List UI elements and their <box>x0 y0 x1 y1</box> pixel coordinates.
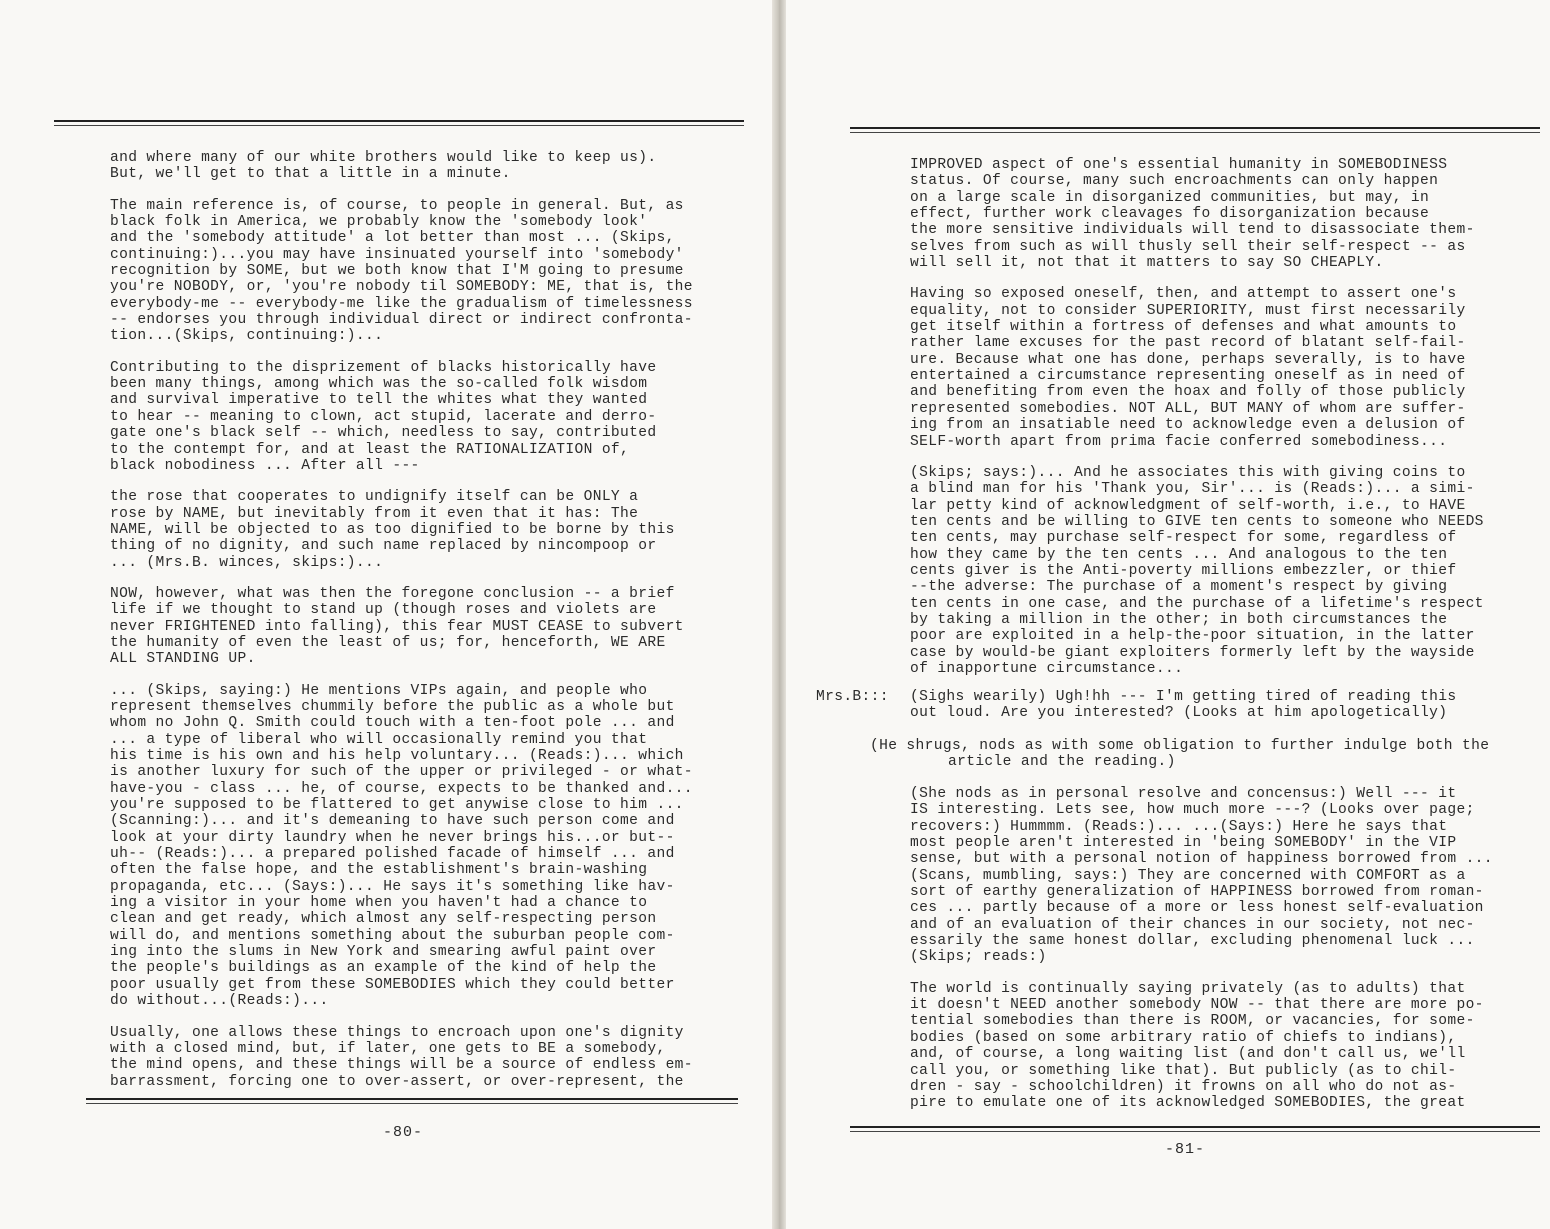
text-line: ten cents and be willing to GIVE ten cents to someone who NEEDS <box>910 513 1484 530</box>
paragraph <box>110 150 693 183</box>
paragraph <box>110 489 693 571</box>
text-line: the humanity of even the least of us; for, henceforth, WE ARE <box>110 634 666 651</box>
text-line: (She nods as in personal resolve and concensus:) Well --- it <box>910 786 1457 802</box>
text-line: is another luxury for such of the upper or privileged - or what- <box>110 764 693 781</box>
text-line: uh-- (Reads:)... a prepared polished facade of himself ... and <box>110 846 675 863</box>
paragraph <box>910 465 1484 677</box>
text-line: IMPROVED aspect of one's essential humanity in SOMEBODINESS <box>910 157 1448 173</box>
text-line: a blind man for his 'Thank you, Sir'... is (Reads:)... a simi- <box>910 481 1475 498</box>
right-page-text-continued <box>910 786 1493 1127</box>
text-line: call you, or something like that). But publicly (as to chil- <box>910 1062 1457 1079</box>
text-line: get itself within a fortress of defenses and what amounts to <box>910 319 1457 336</box>
text-line: and where many of our white brothers would like to keep us). <box>110 150 657 166</box>
text-line: ten cents, may purchase self-respect for some, regardless of <box>910 530 1457 547</box>
text-line: ... (Mrs.B. winces, skips:)... <box>110 554 384 571</box>
text-line: the rose that cooperates to undignify itself can be ONLY a <box>110 489 639 506</box>
text-line: poor usually get from these SOMEBODIES which they could better <box>110 976 675 993</box>
text-line: IS interesting. Lets see, how much more ---? (Looks over page; <box>910 802 1475 819</box>
stage-direction-line: article and the reading.) <box>948 754 1176 771</box>
text-line: --the adverse: The purchase of a moment's respect by giving <box>910 579 1448 596</box>
text-line: ces ... partly because of a more or less honest self-evaluation <box>910 900 1484 917</box>
page-number: -81- <box>1165 1141 1206 1158</box>
speaker-dialogue <box>910 689 1456 722</box>
text-line: entertained a circumstance representing oneself as in need of <box>910 368 1466 385</box>
text-line: barrassment, forcing one to over-assert, or over-represent, the <box>110 1073 684 1090</box>
text-line: continuing:)...you may have insinuated yourself into 'somebody' <box>110 246 684 263</box>
text-line: and, of course, a long waiting list (and don't call us, we'll <box>910 1046 1466 1063</box>
text-line: pire to emulate one of its acknowledged SOMEBODIES, the great <box>910 1095 1466 1112</box>
text-line: do without...(Reads:)... <box>110 993 329 1010</box>
text-line: black folk in America, we probably know the 'somebody look' <box>110 214 648 231</box>
text-line: The main reference is, of course, to people in general. But, as <box>110 197 684 214</box>
text-line: SELF-worth apart from prima facie conferred somebodiness... <box>910 433 1448 450</box>
text-line: dren - say - schoolchildren) it frowns on all who do not as- <box>910 1078 1457 1095</box>
text-line: effect, further work cleavages fo disorganization because <box>910 206 1430 223</box>
text-line: of inapportune circumstance... <box>910 660 1184 677</box>
right-page-text <box>910 157 1484 692</box>
text-line: rose by NAME, but inevitably from it even that it has: The <box>110 505 639 522</box>
text-line: the mind opens, and these things will be a source of endless em- <box>110 1057 693 1074</box>
paragraph <box>110 360 693 474</box>
text-line: (Skips; reads:) <box>910 949 1047 966</box>
text-line: Usually, one allows these things to encroach upon one's dignity <box>110 1024 684 1041</box>
text-line: by taking a million in the other; in both circumstances the <box>910 611 1448 628</box>
text-line: and survival imperative to tell the whites what they wanted <box>110 392 648 409</box>
text-line: you're supposed to be flattered to get anywise close to him ... <box>110 797 684 814</box>
text-line: recovers:) Hummmm. (Reads:)... ...(Says:) Here he says that <box>910 818 1448 835</box>
text-line: sort of earthy generalization of HAPPINESS borrowed from roman- <box>910 884 1484 901</box>
text-line: ten cents in one case, and the purchase of a lifetime's respect <box>910 595 1484 612</box>
text-line: case by would-be giant exploiters formerly left by the wayside <box>910 644 1475 661</box>
text-line: will do, and mentions something about the suburban people com- <box>110 927 675 944</box>
text-line: Contributing to the disprizement of blacks historically have <box>110 359 657 376</box>
text-line: poor are exploited in a help-the-poor situation, in the latter <box>910 628 1475 645</box>
paragraph <box>910 286 1484 449</box>
page-number: -80- <box>383 1124 424 1141</box>
text-line: and the 'somebody attitude' a lot better than most ... (Skips, <box>110 230 675 247</box>
text-line: propaganda, etc... (Says:)... He says it's something like hav- <box>110 878 675 895</box>
text-line: ing from an insatiable need to acknowledge even a delusion of <box>910 417 1466 434</box>
text-line: ... a type of liberal who will occasionally remind you that <box>110 731 648 748</box>
book-spine <box>772 0 786 1229</box>
paragraph <box>910 981 1493 1112</box>
text-line: everybody-me -- everybody-me like the gradualism of timelessness <box>110 295 693 312</box>
text-line: will sell it, not that it matters to say SO CHEAPLY. <box>910 255 1384 272</box>
text-line: recognition by SOME, but we both know that I'M going to presume <box>110 263 684 280</box>
right-page <box>786 0 1550 1229</box>
text-line: bodies (based on some arbitrary ratio of chiefs to indians), <box>910 1029 1457 1046</box>
text-line: thing of no dignity, and such name replaced by nincompoop or <box>110 538 657 555</box>
paragraph <box>910 786 1493 966</box>
text-line: ure. Because what one has done, perhaps severally, is to have <box>910 351 1466 368</box>
text-line: NOW, however, what was then the foregone conclusion -- a brief <box>110 585 675 602</box>
text-line: it doesn't NEED another somebody NOW -- that there are more po- <box>910 997 1484 1014</box>
text-line: on a large scale in disorganized communities, but may, in <box>910 189 1430 206</box>
text-line: cents giver is the Anti-poverty millions embezzler, or thief <box>910 562 1457 579</box>
text-line: equality, not to consider SUPERIORITY, must first necessarily <box>910 302 1466 319</box>
text-line: -- endorses you through individual direct or indirect confronta- <box>110 312 693 329</box>
paragraph <box>110 1025 693 1090</box>
text-line: The world is continually saying privately (as to adults) that <box>910 980 1466 997</box>
top-rule <box>850 127 1540 129</box>
text-line: represent themselves chummily before the public as a whole but <box>110 698 675 715</box>
speaker-label: Mrs.B::: <box>816 689 889 705</box>
left-page <box>0 0 772 1229</box>
paragraph <box>910 157 1484 271</box>
text-line: how they came by the ten cents ... And analogous to the ten <box>910 546 1448 563</box>
text-line: been many things, among which was the so-called folk wisdom <box>110 376 648 393</box>
text-line: tential somebodies than there is ROOM, or vacancies, for some- <box>910 1013 1475 1030</box>
text-line: ... (Skips, saying:) He mentions VIPs again, and people who <box>110 682 648 699</box>
text-line: black nobodiness ... After all --- <box>110 457 420 474</box>
paragraph <box>110 198 693 345</box>
text-line: and of an evaluation of their chances in our society, not nec- <box>910 916 1475 933</box>
text-line: look at your dirty laundry when he never brings his...or but-- <box>110 829 675 846</box>
text-line: Having so exposed oneself, then, and attempt to assert one's <box>910 286 1457 303</box>
text-line: But, we'll get to that a little in a minute. <box>110 166 511 183</box>
text-line: lar petty kind of acknowledgment of self-worth, i.e., to HAVE <box>910 497 1466 514</box>
text-line: (Scanning:)... and it's demeaning to have such person come and <box>110 813 675 830</box>
text-line: gate one's black self -- which, needless to say, contributed <box>110 425 657 442</box>
text-line: to the contempt for, and at least the RATIONALIZATION of, <box>110 441 630 458</box>
text-line: never FRIGHTENED into falling), this fear MUST CEASE to subvert <box>110 618 684 635</box>
paragraph <box>110 586 693 668</box>
text-line: rather lame excuses for the past record of blatant self-fail- <box>910 335 1466 352</box>
text-line: NAME, will be objected to as too dignified to be borne by this <box>110 521 675 538</box>
text-line: selves from such as will thusly sell their self-respect -- as <box>910 238 1466 255</box>
text-line: ing into the slums in New York and smearing awful paint over <box>110 944 657 961</box>
text-line: (Scans, mumbling, says:) They are concerned with COMFORT as a <box>910 867 1466 884</box>
text-line: ing a visitor in your home when you haven't had a chance to <box>110 895 648 912</box>
text-line: the more sensitive individuals will tend to disassociate them- <box>910 222 1475 239</box>
text-line: essarily the same honest dollar, excluding phenomenal luck ... <box>910 933 1475 950</box>
text-line: the people's buildings as an example of the kind of help the <box>110 960 657 977</box>
text-line: sense, but with a personal notion of happiness borrowed from ... <box>910 851 1493 868</box>
text-line: clean and get ready, which almost any self-respecting person <box>110 911 657 928</box>
stage-direction <box>870 738 1489 771</box>
text-line: you're NOBODY, or, 'you're nobody til SOMEBODY: ME, that is, the <box>110 279 693 296</box>
text-line: have-you - class ... he, of course, expects to be thanked and... <box>110 780 693 797</box>
bottom-rule <box>86 1098 738 1100</box>
text-line: ALL STANDING UP. <box>110 651 256 668</box>
speaker-line: out loud. Are you interested? (Looks at him apologetically) <box>910 705 1448 722</box>
top-rule <box>54 120 744 122</box>
paragraph <box>110 683 693 1010</box>
text-line: with a closed mind, but, if later, one gets to BE a somebody, <box>110 1040 666 1057</box>
stage-direction-line: (He shrugs, nods as with some obligation to further indulge both the <box>870 738 1490 754</box>
text-line: his time is his own and his help voluntary... (Reads:)... which <box>110 748 684 764</box>
text-line: to hear -- meaning to clown, act stupid, lacerate and derro- <box>110 408 657 425</box>
text-line: often the false hope, and the establishment's brain-washing <box>110 862 648 879</box>
text-line: most people aren't interested in 'being SOMEBODY' in the VIP <box>910 835 1457 852</box>
text-line: life if we thought to stand up (though roses and violets are <box>110 602 657 619</box>
text-line: (Skips; says:)... And he associates this with giving coins to <box>910 464 1466 481</box>
text-line: whom no John Q. Smith could touch with a ten-foot pole ... and <box>110 715 675 732</box>
text-line: and benefiting from even the hoax and folly of those publicly <box>910 384 1466 401</box>
speaker-line: (Sighs wearily) Ugh!hh --- I'm getting tired of reading this <box>910 689 1457 705</box>
left-page-text <box>110 150 693 1105</box>
text-line: tion...(Skips, continuing:)... <box>110 328 384 345</box>
text-line: status. Of course, many such encroachments can only happen <box>910 173 1439 190</box>
text-line: represented somebodies. NOT ALL, BUT MANY of whom are suffer- <box>910 400 1466 417</box>
bottom-rule <box>850 1126 1540 1128</box>
